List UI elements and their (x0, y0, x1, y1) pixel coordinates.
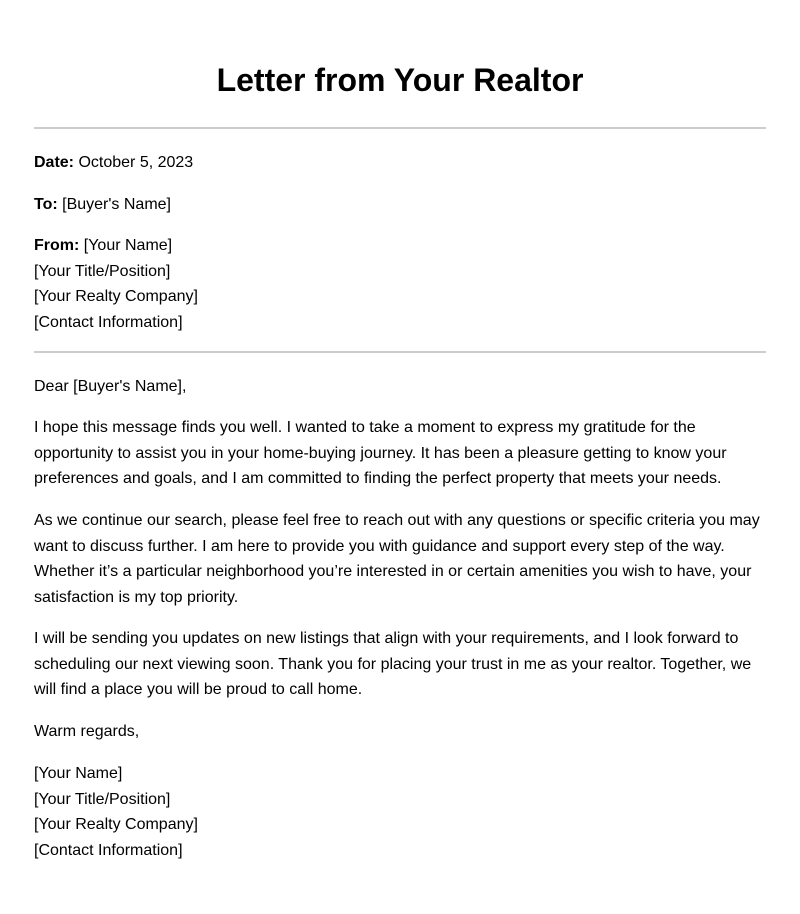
to-line (34, 192, 766, 218)
from-company: [Your Realty Company] (34, 288, 198, 306)
to-label: To: (34, 196, 58, 213)
paragraph-1 (34, 415, 766, 492)
page-title: Letter from Your Realtor (216, 62, 584, 98)
paragraph-2-text: As we continue our search, please feel free to reach out with any questions or specific criteria you may want to discuss further. I am here to provide you with guidance and support every step of the way. Whether it’s a particular neighborhood you’re interested in or certain amenities you wish to have, your satisfaction is my top priority. (34, 512, 760, 606)
middle-divider (34, 351, 766, 353)
to-value: [Buyer's Name] (57, 196, 171, 213)
salutation-text: Dear [Buyer's Name], (34, 378, 187, 395)
date-line (34, 150, 766, 176)
paragraph-2 (34, 508, 766, 610)
closing-text: Warm regards, (34, 723, 140, 740)
from-contact: [Contact Information] (34, 313, 183, 331)
top-divider (34, 127, 766, 129)
from-label: From: (34, 237, 80, 254)
signature-company: [Your Realty Company] (34, 816, 198, 834)
from-value: [Your Name] (79, 237, 173, 254)
signature-contact: [Contact Information] (34, 841, 183, 859)
from-block (34, 233, 766, 335)
paragraph-3 (34, 626, 766, 703)
signature-block (34, 761, 766, 863)
signature-name: [Your Name] (34, 765, 123, 782)
closing (34, 719, 766, 745)
paragraph-3-text: I will be sending you updates on new listings that align with your requirements, and I look forward to scheduling our next viewing soon. Thank you for placing your trust in me as your realtor. Together, we will find a place you will be proud to call home. (34, 630, 752, 699)
from-title: [Your Title/Position] (34, 262, 171, 280)
date-value: October 5, 2023 (74, 154, 194, 171)
signature-title: [Your Title/Position] (34, 790, 171, 808)
salutation (34, 374, 766, 400)
paragraph-1-text: I hope this message finds you well. I wanted to take a moment to express my gratitude for the opportunity to assist you in your home-buying journey. It has been a pleasure getting to know your preferences and goals, and I am committed to finding the perfect property that meets your needs. (34, 419, 727, 488)
date-label: Date: (34, 154, 75, 171)
